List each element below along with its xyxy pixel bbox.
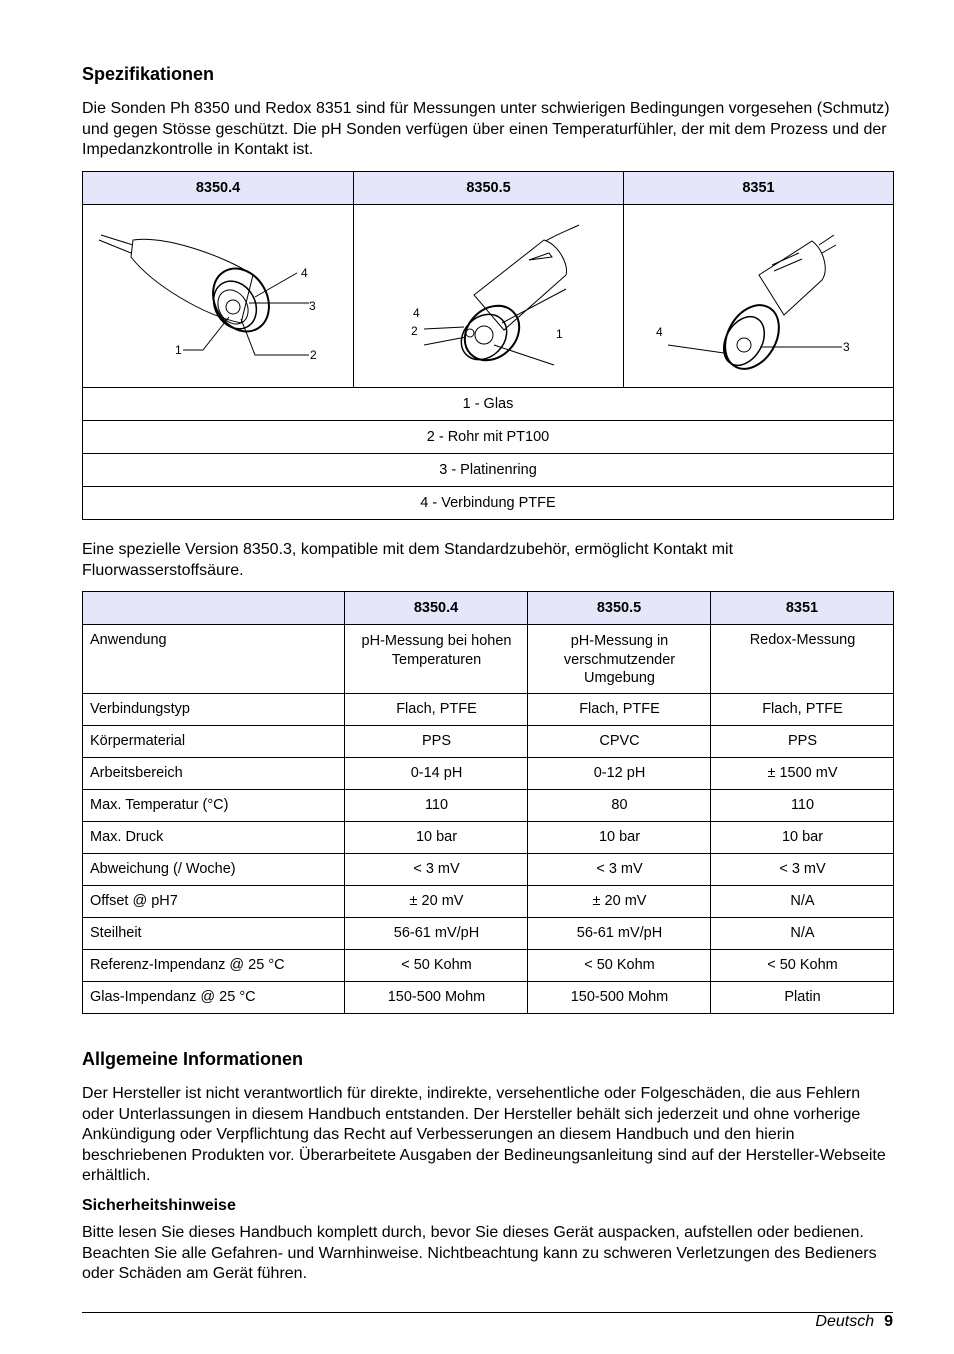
row-label: Referenz-Impendanz @ 25 °C xyxy=(83,950,345,982)
row-label: Körpermaterial xyxy=(83,726,345,758)
cell-8350-4: Flach, PTFE xyxy=(345,694,528,726)
table-row xyxy=(83,982,894,1014)
callout-2: 2 xyxy=(411,324,418,338)
row-label: Abweichung (/ Woche) xyxy=(83,854,345,886)
probe-header-8350-5: 8350.5 xyxy=(354,172,624,205)
cell-8351: N/A xyxy=(711,918,894,950)
row-label: Max. Druck xyxy=(83,822,345,854)
row-label: Offset @ pH7 xyxy=(83,886,345,918)
cell-8351: ± 1500 mV xyxy=(711,758,894,790)
cell-8350-4: 56-61 mV/pH xyxy=(345,918,528,950)
probe-illustration-cell-8350-4 xyxy=(83,205,354,388)
cell-8350-5: 56-61 mV/pH xyxy=(528,918,711,950)
row-label: Arbeitsbereich xyxy=(83,758,345,790)
cell-8350-4: PPS xyxy=(345,726,528,758)
footer-rule xyxy=(82,1312,893,1313)
legend-item-4: 4 - Verbindung PTFE xyxy=(83,487,894,520)
page-footer xyxy=(815,1313,893,1331)
cell-8351: 10 bar xyxy=(711,822,894,854)
probe-illustration-cell-8350-5 xyxy=(354,205,624,388)
cell-8350-5: Flach, PTFE xyxy=(528,694,711,726)
probe-8350-4-illustration xyxy=(83,205,353,383)
table-row xyxy=(83,694,894,726)
callout-4: 4 xyxy=(656,325,663,339)
cell-8350-4: 150-500 Mohm xyxy=(345,982,528,1014)
cell-8350-4: 110 xyxy=(345,790,528,822)
spec-header-8351: 8351 xyxy=(711,592,894,625)
cell-8350-5: CPVC xyxy=(528,726,711,758)
callout-2: 2 xyxy=(310,348,317,362)
cell-8350-4: 10 bar xyxy=(345,822,528,854)
legend-item-1: 1 - Glas xyxy=(83,388,894,421)
table-row xyxy=(83,625,894,694)
legend-item-2: 2 - Rohr mit PT100 xyxy=(83,421,894,454)
callout-3: 3 xyxy=(309,299,316,313)
cell-8351: Platin xyxy=(711,982,894,1014)
cell-8351: PPS xyxy=(711,726,894,758)
cell-8350-5: < 50 Kohm xyxy=(528,950,711,982)
cell-8350-5: 80 xyxy=(528,790,711,822)
probe-8351-illustration xyxy=(624,205,894,383)
cell-8350-5: 0-12 pH xyxy=(528,758,711,790)
footer-language: Deutsch xyxy=(815,1313,875,1330)
spec-header-8350-4: 8350.4 xyxy=(345,592,528,625)
legend-item-3: 3 - Platinenring xyxy=(83,454,894,487)
table-row xyxy=(83,918,894,950)
cell-8350-5: 150-500 Mohm xyxy=(528,982,711,1014)
cell-8351: Redox-Messung xyxy=(711,625,894,694)
page-number: 9 xyxy=(884,1313,893,1330)
callout-1: 1 xyxy=(556,327,563,341)
cell-8351: 110 xyxy=(711,790,894,822)
cell-8351: N/A xyxy=(711,886,894,918)
cell-8350-4: < 3 mV xyxy=(345,854,528,886)
table-row xyxy=(83,822,894,854)
cell-8350-4: < 50 Kohm xyxy=(345,950,528,982)
cell-8350-4: ± 20 mV xyxy=(345,886,528,918)
table-row xyxy=(83,726,894,758)
probe-illustration-table xyxy=(82,171,894,520)
spec-header-blank xyxy=(83,592,345,625)
table-row xyxy=(83,758,894,790)
probe-8350-5-illustration xyxy=(354,205,624,383)
section-heading-sicherheitshinweise: Sicherheitshinweise xyxy=(82,1197,236,1214)
table-row xyxy=(83,886,894,918)
table-row xyxy=(83,854,894,886)
table-row xyxy=(83,950,894,982)
probe-illustration-cell-8351 xyxy=(624,205,894,388)
section-heading-allgemeine-informationen: Allgemeine Informationen xyxy=(82,1049,304,1069)
cell-8351: Flach, PTFE xyxy=(711,694,894,726)
general-info-paragraph: Der Hersteller ist nicht verantwortlich für direkte, indirekte, versehentliche oder Folgeschäden, die aus Fehlern oder Unterlassungen in diesem Handbuch entstanden. Der Hersteller behält sich jederzeit und ohne vorherige Ankündigung oder Verpflichtung das Recht auf Verbesserungen an diesem Handbuch und den hierin beschriebenen Produkten vor. Überarbeitete Ausgaben der Bedineungsanleitung sind auf der Hersteller-Webseite erhältlich. xyxy=(82,1085,886,1184)
specification-table xyxy=(82,591,894,1014)
row-label: Glas-Impendanz @ 25 °C xyxy=(83,982,345,1014)
row-label: Steilheit xyxy=(83,918,345,950)
safety-paragraph: Bitte lesen Sie dieses Handbuch komplett durch, bevor Sie dieses Gerät auspacken, aufstellen oder bedienen. Beachten Sie alle Gefahren- und Warnhinweise. Nichtbeachtung kann zu schweren Verletzungen des Bedieners oder Schäden am Gerät führen. xyxy=(82,1224,877,1282)
cell-8350-4: 0-14 pH xyxy=(345,758,528,790)
section-heading-spezifikationen: Spezifikationen xyxy=(82,64,215,84)
callout-3: 3 xyxy=(843,340,850,354)
row-label: Max. Temperatur (°C) xyxy=(83,790,345,822)
cell-8350-5: pH-Messung in verschmutzender Umgebung xyxy=(528,625,711,694)
cell-8351: < 3 mV xyxy=(711,854,894,886)
probe-header-8351: 8351 xyxy=(624,172,894,205)
row-label: Anwendung xyxy=(83,625,345,694)
callout-4: 4 xyxy=(413,306,420,320)
table-row xyxy=(83,790,894,822)
cell-8350-5: < 3 mV xyxy=(528,854,711,886)
callout-4: 4 xyxy=(301,266,308,280)
cell-8351: < 50 Kohm xyxy=(711,950,894,982)
row-label: Verbindungstyp xyxy=(83,694,345,726)
special-version-note: Eine spezielle Version 8350.3, kompatible mit dem Standardzubehör, ermöglicht Kontakt mit Fluorwasserstoffsäure. xyxy=(82,541,734,579)
cell-8350-5: ± 20 mV xyxy=(528,886,711,918)
probe-header-8350-4: 8350.4 xyxy=(83,172,354,205)
callout-1: 1 xyxy=(175,343,182,357)
spec-intro-paragraph: Die Sonden Ph 8350 und Redox 8351 sind für Messungen unter schwierigen Bedingungen vorgesehen (Schmutz) und gegen Stösse geschützt. Die pH Sonden verfügen über einen Temperaturfühler, der mit dem Prozess und der Impedanzkontrolle in Kontakt ist. xyxy=(82,100,890,158)
spec-header-8350-5: 8350.5 xyxy=(528,592,711,625)
cell-8350-5: 10 bar xyxy=(528,822,711,854)
cell-8350-4: pH-Messung bei hohen Temperaturen xyxy=(345,625,528,694)
